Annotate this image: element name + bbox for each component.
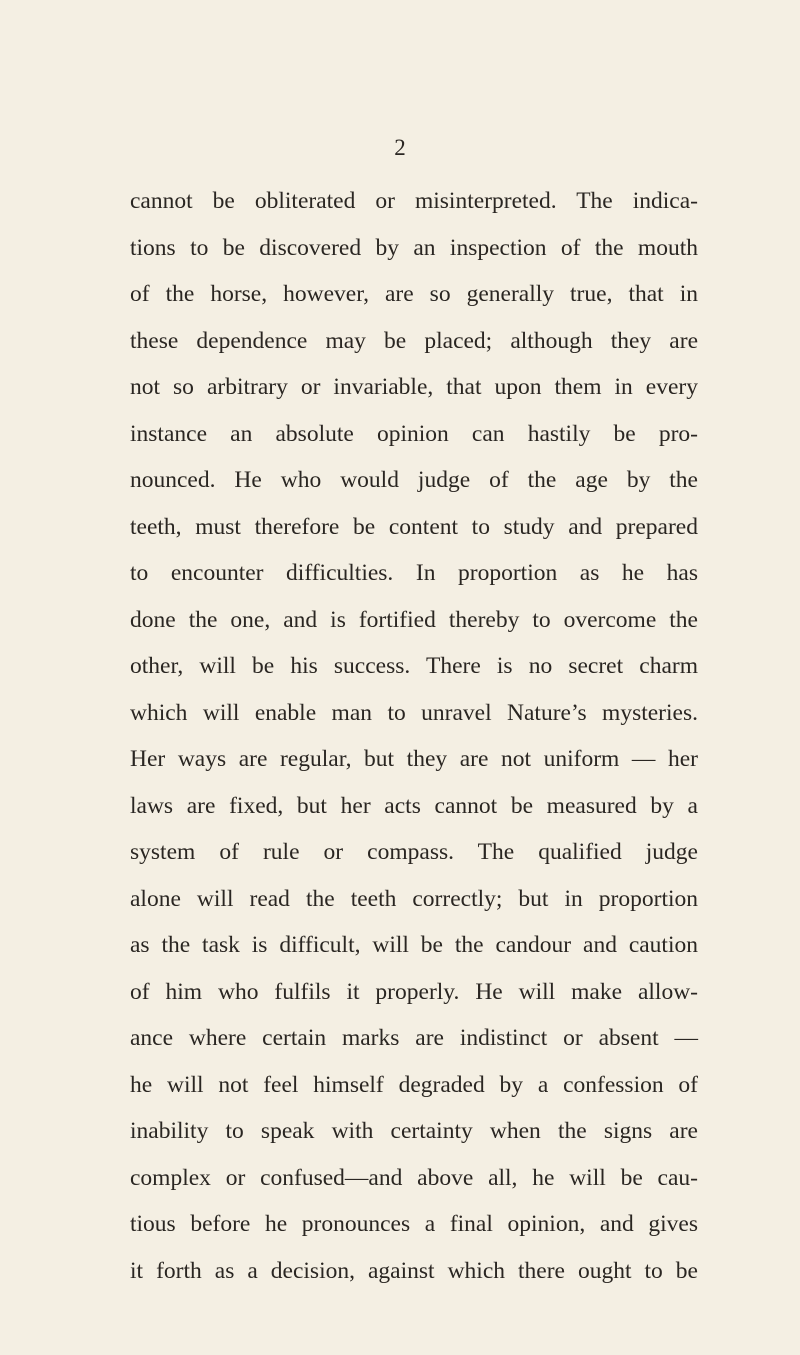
text-line: Her ways are regular, but they are not uniform — her <box>130 746 698 772</box>
text-line: complex or confused—and above all, he will be cau- <box>130 1164 698 1191</box>
text-line: he will not feel himself degraded by a confession of <box>130 1071 698 1098</box>
text-line: of him who fulfils it properly. He will make allow- <box>130 978 698 1005</box>
text-line: instance an absolute opinion can hastily be pro- <box>130 420 698 447</box>
text-line: cannot be obliterated or misinterpreted. The indica- <box>130 188 698 214</box>
text-line: tious before he pronounces a final opinion, and gives <box>130 1211 698 1237</box>
text-line: alone will read the teeth correctly; but in proportion <box>130 885 698 912</box>
text-line: done the one, and is fortified thereby to overcome the <box>130 606 698 633</box>
text-line: system of rule or compass. The qualified judge <box>130 839 698 865</box>
text-line: nounced. He who would judge of the age by the <box>130 467 698 493</box>
text-line: laws are fixed, but her acts cannot be measured by a <box>130 792 698 819</box>
page-number: 2 <box>394 135 406 160</box>
text-line: inability to speak with certainty when the signs are <box>130 1118 698 1144</box>
text-line: these dependence may be placed; although they are <box>130 327 698 354</box>
text-line: other, will be his success. There is no secret charm <box>130 653 698 679</box>
text-line: which will enable man to unravel Nature’s mysteries. <box>130 699 698 726</box>
text-line: teeth, must therefore be content to study and prepared <box>130 513 698 540</box>
text-line: to encounter difficulties. In proportion as he has <box>130 560 698 586</box>
text-line: tions to be discovered by an inspection of the mouth <box>130 234 698 261</box>
text-line: ance where certain marks are indistinct or absent — <box>130 1025 698 1051</box>
text-line: it forth as a decision, against which there ought to be <box>130 1257 698 1284</box>
text-line: of the horse, however, are so generally true, that in <box>130 281 698 307</box>
text-line: as the task is difficult, will be the candour and caution <box>130 932 698 958</box>
text-line: not so arbitrary or invariable, that upon them in every <box>130 374 698 400</box>
body-text <box>130 178 698 1294</box>
